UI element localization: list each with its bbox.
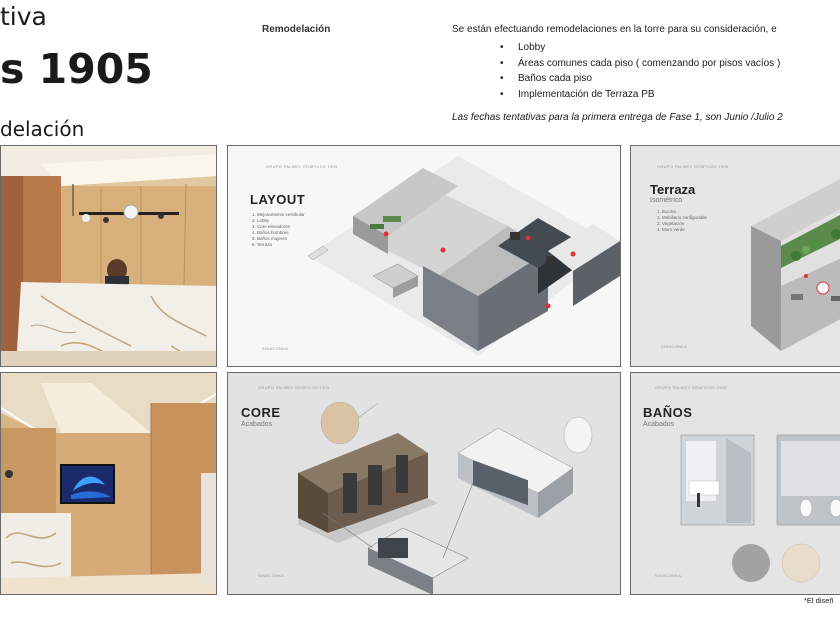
layout-isometric-panel [227, 145, 621, 367]
bullet-item: • Baños cada piso [500, 71, 780, 87]
terraza-legend [657, 209, 707, 233]
core-finishes-panel [227, 372, 621, 595]
remodel-label: Remodelación [262, 24, 331, 35]
terraza-subtitle: Isométrico [650, 197, 683, 204]
banos-subtitle: Acabados [643, 421, 675, 428]
lobby-render-photo-1 [0, 145, 217, 367]
remodel-description: Se están efectuando remodelaciones en la torre para su consideración, e [452, 24, 777, 35]
panel-footer: SINACONKA [655, 573, 682, 578]
remodel-bullet-list [500, 40, 780, 102]
legend-item: 4. Baños hombres [252, 230, 289, 235]
legend-item: 5. Baños mujeres [252, 236, 288, 241]
bullet-item: • Áreas comunes cada piso ( comenzando por pisos vacíos ) [500, 56, 780, 72]
core-subtitle: Acabados [241, 421, 273, 428]
legend-item: 1. Mejoramiento vestibular [252, 212, 305, 217]
banos-finishes-panel [630, 372, 840, 595]
legend-item: 2. Mobiliario configurable [657, 215, 708, 220]
panel-caption: GRUPO PALMEX GRÁFICOS 1905 [266, 164, 338, 169]
panel-caption: GRUPO PALMEX GRÁFICOS 1905 [258, 385, 330, 390]
delivery-dates-note: Las fechas tentativas para la primera entrega de Fase 1, son Junio /Julio 2 [452, 112, 783, 123]
panel-footer: SINACONKA [258, 573, 285, 578]
bullet-item: • Implementación de Terraza PB [500, 87, 780, 103]
layout-title: LAYOUT [250, 192, 306, 207]
lobby-render-photo-2 [0, 372, 217, 595]
slide-title: s 1905 [0, 45, 153, 93]
slide-title-line1: tiva [0, 2, 47, 31]
layout-legend [252, 212, 305, 248]
panel-footer: SINACONKA [661, 344, 688, 349]
legend-item: 2. Lobby [252, 218, 270, 223]
legend-item: 4. Muro verde [657, 227, 685, 232]
design-footnote: *El diseñ [804, 596, 834, 605]
legend-item: 1. Bocina [657, 209, 676, 214]
legend-item: 3. Core elevadores [252, 224, 291, 229]
terraza-title: Terraza [650, 182, 696, 197]
panel-footer: SINACONKA [262, 346, 289, 351]
panel-caption: GRUPO PALMEX GRÁFICOS 1905 [655, 385, 727, 390]
core-title: CORE [241, 405, 281, 420]
terraza-isometric-panel [630, 145, 840, 367]
slide-subtitle: delación [0, 117, 85, 141]
legend-item: 3. Vegetación [657, 221, 685, 226]
panel-caption: GRUPO PALMEX GRÁFICOS 1905 [657, 164, 729, 169]
banos-title: BAÑOS [643, 405, 693, 420]
bullet-item: • Lobby [500, 40, 780, 56]
legend-item: 6. Terraza [252, 242, 272, 247]
